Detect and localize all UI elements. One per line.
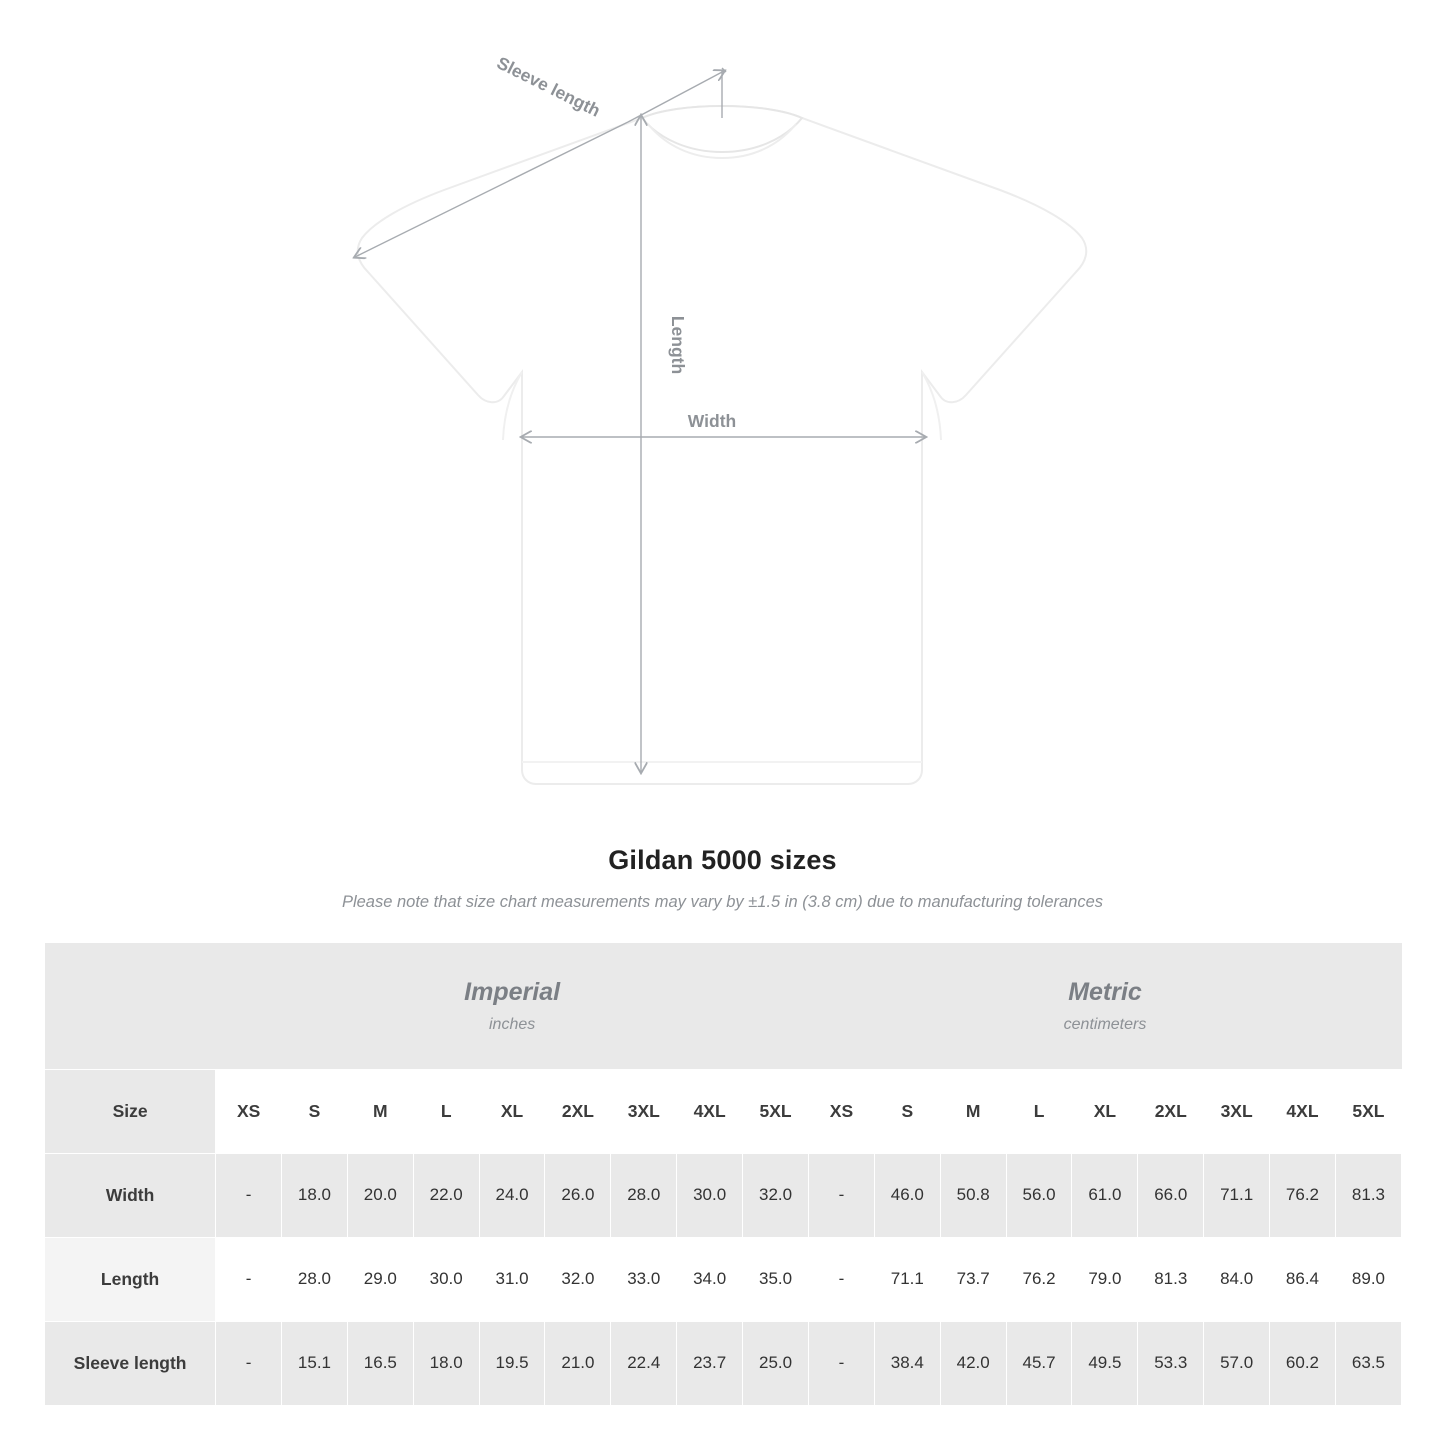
unit-group-metric-sub: centimeters [1063,1015,1147,1033]
cell-width-imperial-3xl: 28.0 [611,1153,677,1237]
table-row [45,1237,1402,1321]
cell-length-imperial-m: 29.0 [347,1237,413,1321]
col-header-imperial-l: L [413,1069,479,1153]
cell-sleeve-metric-2xl: 53.3 [1138,1321,1204,1405]
tolerance-note: Please note that size chart measurements may vary by ±1.5 in (3.8 cm) due to manufacturing tolerances [341,893,1104,911]
col-header-imperial-4xl: 4XL [677,1069,743,1153]
cell-width-metric-3xl: 71.1 [1204,1153,1270,1237]
col-header-metric-4xl: 4XL [1270,1069,1336,1153]
cell-sleeve-metric-3xl: 57.0 [1204,1321,1270,1405]
cell-sleeve-imperial-xl: 19.5 [479,1321,545,1405]
cell-length-metric-3xl: 84.0 [1204,1237,1270,1321]
cell-length-metric-5xl: 89.0 [1335,1237,1401,1321]
unit-spacer [45,943,216,1069]
cell-sleeve-imperial-m: 16.5 [347,1321,413,1405]
tshirt-shape [358,106,1087,784]
cell-length-metric-m: 73.7 [940,1237,1006,1321]
cell-sleeve-imperial-3xl: 22.4 [611,1321,677,1405]
cell-width-metric-m: 50.8 [940,1153,1006,1237]
col-header-imperial-2xl: 2XL [545,1069,611,1153]
cell-length-metric-s: 71.1 [874,1237,940,1321]
unit-header-row [45,943,1402,1069]
table-row [45,1153,1402,1237]
unit-group-imperial [216,943,809,1069]
cell-width-metric-l: 56.0 [1006,1153,1072,1237]
cell-sleeve-imperial-s: 15.1 [282,1321,348,1405]
cell-width-imperial-m: 20.0 [347,1153,413,1237]
cell-width-metric-xs: - [809,1153,875,1237]
col-header-metric-5xl: 5XL [1335,1069,1401,1153]
cell-length-imperial-5xl: 35.0 [743,1237,809,1321]
cell-length-metric-xs: - [809,1237,875,1321]
cell-sleeve-metric-m: 42.0 [940,1321,1006,1405]
col-header-imperial-xl: XL [479,1069,545,1153]
cell-width-imperial-5xl: 32.0 [743,1153,809,1237]
unit-group-imperial-sub: inches [488,1015,536,1033]
cell-sleeve-imperial-l: 18.0 [413,1321,479,1405]
cell-sleeve-metric-5xl: 63.5 [1335,1321,1401,1405]
cell-sleeve-metric-l: 45.7 [1006,1321,1072,1405]
sleeve-length-label: Sleeve length [493,52,604,121]
cell-width-imperial-xs: - [216,1153,282,1237]
col-header-metric-s: S [874,1069,940,1153]
unit-group-metric [809,943,1402,1069]
col-header-imperial-5xl: 5XL [743,1069,809,1153]
title-block [0,845,1445,912]
col-header-metric-xl: XL [1072,1069,1138,1153]
unit-group-metric-name: Metric [1068,977,1142,1006]
cell-length-imperial-s: 28.0 [282,1237,348,1321]
col-header-metric-3xl: 3XL [1204,1069,1270,1153]
cell-width-metric-2xl: 66.0 [1138,1153,1204,1237]
col-header-metric-l: L [1006,1069,1072,1153]
row-header-label: Size [45,1069,216,1153]
cell-sleeve-metric-4xl: 60.2 [1270,1321,1336,1405]
cell-length-metric-xl: 79.0 [1072,1237,1138,1321]
cell-width-metric-5xl: 81.3 [1335,1153,1401,1237]
row-label-sleeve-length: Sleeve length [45,1321,216,1405]
width-label: Width [687,411,737,431]
cell-width-imperial-l: 22.0 [413,1153,479,1237]
cell-length-imperial-2xl: 32.0 [545,1237,611,1321]
cell-width-metric-s: 46.0 [874,1153,940,1237]
cell-length-metric-2xl: 81.3 [1138,1237,1204,1321]
cell-width-imperial-4xl: 30.0 [677,1153,743,1237]
cell-sleeve-imperial-4xl: 23.7 [677,1321,743,1405]
cell-length-metric-l: 76.2 [1006,1237,1072,1321]
cell-length-imperial-3xl: 33.0 [611,1237,677,1321]
cell-width-imperial-2xl: 26.0 [545,1153,611,1237]
size-table [44,943,1402,1406]
col-header-imperial-m: M [347,1069,413,1153]
col-header-metric-m: M [940,1069,1006,1153]
cell-width-metric-4xl: 76.2 [1270,1153,1336,1237]
cell-width-metric-xl: 61.0 [1072,1153,1138,1237]
cell-length-imperial-xs: - [216,1237,282,1321]
col-header-imperial-3xl: 3XL [611,1069,677,1153]
cell-length-imperial-l: 30.0 [413,1237,479,1321]
cell-sleeve-imperial-2xl: 21.0 [545,1321,611,1405]
cell-sleeve-metric-xl: 49.5 [1072,1321,1138,1405]
cell-length-metric-4xl: 86.4 [1270,1237,1336,1321]
col-header-imperial-xs: XS [216,1069,282,1153]
table-row [45,1321,1402,1405]
row-label-length: Length [45,1237,216,1321]
col-header-metric-xs: XS [809,1069,875,1153]
cell-sleeve-imperial-xs: - [216,1321,282,1405]
cell-width-imperial-s: 18.0 [282,1153,348,1237]
cell-sleeve-imperial-5xl: 25.0 [743,1321,809,1405]
cell-width-imperial-xl: 24.0 [479,1153,545,1237]
page-title: Gildan 5000 sizes [608,845,837,875]
cell-length-imperial-xl: 31.0 [479,1237,545,1321]
col-header-metric-2xl: 2XL [1138,1069,1204,1153]
size-table-wrap [44,943,1402,1406]
size-header-row [45,1069,1402,1153]
cell-length-imperial-4xl: 34.0 [677,1237,743,1321]
cell-sleeve-metric-s: 38.4 [874,1321,940,1405]
row-label-width: Width [45,1153,216,1237]
length-label: Length [668,315,688,375]
cell-sleeve-metric-xs: - [809,1321,875,1405]
col-header-imperial-s: S [282,1069,348,1153]
unit-group-imperial-name: Imperial [464,977,561,1006]
